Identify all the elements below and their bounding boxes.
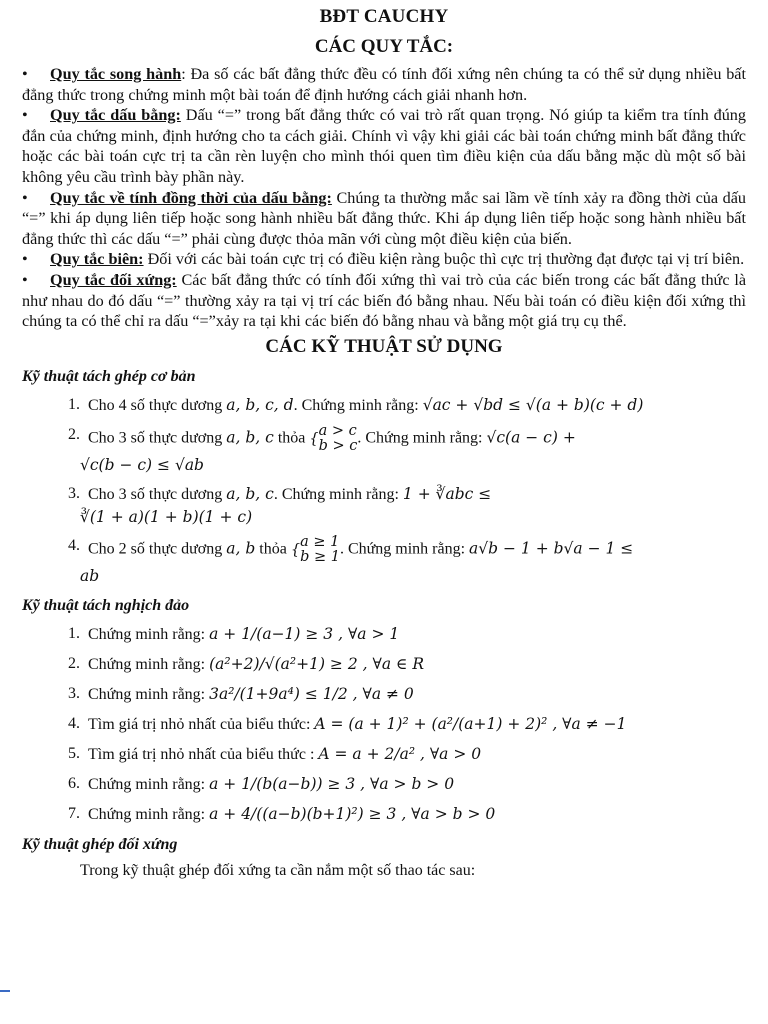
- math-continuation: ∛(1 + a)(1 + b)(1 + c): [80, 507, 253, 526]
- text-part: Tìm giá trị nhỏ nhất của biểu thức :: [88, 745, 319, 763]
- exercise-text: [88, 803, 746, 826]
- rule-text: Các bất đẳng thức có tính đối xứng thì vai trò của các biến trong các bất đẳng thức là như nhau do đó dấu “=” thường xảy ra tại vị trí các biến đó bằng nhau. Nếu bài toán có điều kiện đối xứng thì chúng ta có thể chỉ ra dấu “=”xảy ra tại khi các biến đó bằng nhau và bằng một giá trụ cụ thể.: [22, 270, 746, 331]
- exercise-number: 1.: [68, 624, 80, 642]
- rules-heading: CÁC QUY TẮC:: [314, 36, 454, 57]
- text-part: Cho 2 số thực dương: [88, 540, 227, 558]
- text-part: Chứng minh rằng:: [88, 805, 210, 823]
- document-title: BĐT CAUCHY: [319, 6, 449, 27]
- text-part: thỏa: [255, 540, 291, 558]
- exercise-number: 3.: [68, 484, 80, 502]
- math-expression: a + 1/(a−1) ≥ 3 , ∀a > 1: [209, 624, 400, 643]
- rule-sep: :: [181, 65, 186, 83]
- page-edge-mark: [0, 990, 10, 992]
- exercise-item: [22, 424, 746, 476]
- bullet-icon: •: [22, 65, 28, 83]
- exercise-item: [22, 713, 746, 736]
- exercise-item: [22, 623, 746, 646]
- exercise-number: 6.: [68, 774, 80, 792]
- rule-text: Đối với các bài toán cực trị có điều kiện ràng buộc thì cực trị thường đạt được tại vị trí biên.: [143, 250, 745, 269]
- section-title: Kỹ thuật ghép đối xứng: [22, 835, 178, 853]
- math-expression: A = (a + 1)² + (a²/(a+1) + 2)² , ∀a ≠ −1: [314, 714, 627, 733]
- math-expression: (a²+2)/√(a²+1) ≥ 2 , ∀a ∈ R: [209, 654, 425, 673]
- exercise-text: [88, 713, 746, 736]
- rule-text: Dấu “=” trong bất đẳng thức có vai trò rất quan trọng. Nó giúp ta kiểm tra tính đúng đắn của chứng minh, định hướng cho ta cách giải. Chính vì vậy khi giải các bài toán chứng minh bất đẳng thức hoặc các bài toán cực trị ta cần rèn luyện cho mình thói quen tìm điều kiện của dấu bằng mặc dù một số bài không yêu cầu trình bày phần này.: [22, 106, 746, 186]
- section-title: Kỹ thuật tách ghép cơ bản: [22, 367, 196, 385]
- exercise-item: [22, 803, 746, 826]
- bullet-icon: •: [22, 106, 28, 125]
- text-part: thỏa: [273, 429, 310, 447]
- math-continuation: √c(b − c) ≤ √ab: [80, 455, 204, 474]
- exercise-number: 2.: [68, 425, 80, 443]
- bullet-icon: •: [22, 188, 28, 207]
- exercise-number: 2.: [68, 654, 80, 672]
- system-line: a > c: [318, 422, 357, 439]
- exercise-number: 5.: [68, 744, 80, 762]
- exercise-item: [22, 683, 746, 706]
- rule-name: Quy tắc biên:: [50, 250, 144, 269]
- exercise-text: [88, 424, 746, 454]
- text-part: Chứng minh rằng:: [88, 685, 210, 703]
- exercise-text: [88, 394, 746, 417]
- techniques-heading: CÁC KỸ THUẬT SỬ DỤNG: [265, 335, 503, 357]
- bullet-icon: •: [22, 270, 28, 289]
- system-line: a ≥ 1: [300, 533, 340, 550]
- rule-item: [22, 270, 746, 332]
- text-part: Cho 3 số thực dương: [88, 429, 227, 447]
- text-part: Chứng minh rằng:: [88, 655, 210, 673]
- rule-item: [22, 105, 746, 187]
- rule-text: Chúng ta thường mắc sai lầm về tính xảy ra đồng thời của dấu “=” khi áp dụng liên tiếp hoặc song hành nhiều bất đẳng thức. Khi áp dụng liên tiếp hoặc song hành nhiều bất đẳng thức thì các dấu “=” phải cùng được thỏa mãn với cùng một điều kiện của biến.: [22, 188, 746, 248]
- math-expression: A = a + 2/a² , ∀a > 0: [318, 744, 482, 763]
- exercise-text: [88, 623, 746, 646]
- system-line: b > c: [318, 437, 358, 454]
- exercise-number: 1.: [68, 395, 80, 413]
- rule-name: Quy tắc đối xứng:: [50, 270, 177, 289]
- exercise-text: [88, 743, 746, 766]
- exercise-text: [88, 773, 746, 796]
- exercise-text: [88, 683, 746, 706]
- exercise-item: [22, 773, 746, 796]
- exercise-number: 4.: [68, 714, 80, 732]
- math-system: {a > c b > c: [309, 422, 358, 454]
- rule-name: Quy tắc song hành: [50, 65, 182, 83]
- exercise-item: [22, 394, 746, 417]
- text-part: Chứng minh rằng:: [88, 625, 210, 643]
- section-paragraph: Trong kỹ thuật ghép đối xứng ta cần nắm một số thao tác sau:: [80, 861, 476, 879]
- math-expression: √ac + √bd ≤ √(a + b)(c + d): [422, 395, 644, 414]
- math-continuation: ab: [80, 566, 100, 585]
- rule-name: Quy tắc về tính đồng thời của dấu bằng:: [50, 188, 332, 207]
- text-part: . Chứng minh rằng:: [293, 396, 423, 414]
- math-expression: √c(a − c) +: [486, 428, 576, 447]
- exercise-number: 4.: [68, 536, 80, 554]
- text-part: . Chứng minh rằng:: [357, 429, 487, 447]
- exercise-text: [88, 653, 746, 676]
- exercise-text: [88, 483, 746, 506]
- math-expression: 3a²/(1+9a⁴) ≤ 1/2 , ∀a ≠ 0: [209, 684, 414, 703]
- exercise-item: [22, 535, 746, 587]
- section-title: Kỹ thuật tách nghịch đảo: [22, 596, 190, 614]
- exercise-number: 7.: [68, 804, 80, 822]
- text-part: Cho 3 số thực dương: [88, 485, 227, 503]
- exercise-item: [22, 743, 746, 766]
- math-expression: a√b − 1 + b√a − 1 ≤: [469, 539, 634, 558]
- exercise-text: [88, 535, 746, 565]
- rules-list: [22, 64, 746, 332]
- exercise-number: 3.: [68, 684, 80, 702]
- exercise-list: [22, 394, 746, 587]
- math-expression: 1 + ∛abc ≤: [402, 484, 492, 503]
- rule-item: [22, 188, 746, 250]
- math-system: {a ≥ 1 b ≥ 1: [290, 533, 340, 565]
- math-expression: a + 1/(b(a−b)) ≥ 3 , ∀a > b > 0: [209, 774, 455, 793]
- math-expression: a + 4/((a−b)(b+1)²) ≥ 3 , ∀a > b > 0: [209, 804, 496, 823]
- exercise-list: [22, 623, 746, 826]
- math-vars: a, b: [226, 539, 256, 558]
- math-vars: a, b, c: [226, 428, 274, 447]
- exercise-item: [22, 653, 746, 676]
- rule-name: Quy tắc dấu bằng:: [50, 106, 181, 125]
- rule-item: [22, 64, 746, 105]
- text-part: Chứng minh rằng:: [88, 775, 210, 793]
- rule-item: [22, 249, 746, 270]
- system-line: b ≥ 1: [300, 548, 340, 565]
- math-vars: a, b, c: [226, 484, 274, 503]
- exercise-item: [22, 483, 746, 528]
- text-part: Cho 4 số thực dương: [88, 396, 227, 414]
- math-vars: a, b, c, d: [226, 395, 294, 414]
- text-part: . Chứng minh rằng:: [339, 540, 470, 558]
- text-part: . Chứng minh rằng:: [273, 485, 403, 503]
- text-part: Tìm giá trị nhỏ nhất của biểu thức:: [88, 715, 315, 733]
- rule-text: Đa số các bất đẳng thức đều có tính đối xứng nên chúng ta có thể sử dụng nhiều bất đẳng thức trong chứng minh một bài toán để định hướng cách giải nhanh hơn.: [22, 65, 746, 104]
- bullet-icon: •: [22, 250, 28, 269]
